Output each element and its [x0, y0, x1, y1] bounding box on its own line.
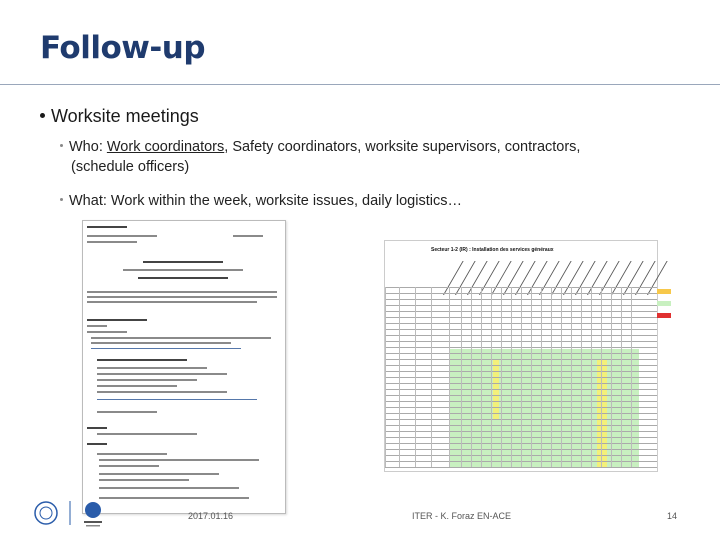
- grid-col-line: [501, 287, 502, 467]
- grid-col-line: [431, 287, 432, 467]
- grid-col-line: [531, 287, 532, 467]
- grid-col-line: [521, 287, 522, 467]
- grid-col-line: [385, 287, 386, 467]
- grid-row-line: [385, 467, 657, 468]
- planning-sheet-thumbnail: [384, 240, 658, 472]
- sheet-header: Secteur 1-2 (IR) : Installation des services généraux: [431, 247, 554, 253]
- grid-col-line: [511, 287, 512, 467]
- who-line2: (schedule officers): [71, 159, 190, 175]
- grid-col-line: [611, 287, 612, 467]
- grid-col-line: [471, 287, 472, 467]
- sheet-grid: [385, 287, 657, 467]
- title-divider: [0, 84, 720, 85]
- grid-col-line: [621, 287, 622, 467]
- grid-col-line: [481, 287, 482, 467]
- bullet-text: Worksite meetings: [51, 106, 199, 126]
- grid-col-line: [551, 287, 552, 467]
- grid-col-line: [631, 287, 632, 467]
- cern-logo: [32, 498, 72, 528]
- bullet-worksite-meetings: [40, 106, 199, 127]
- grid-col-line: [581, 287, 582, 467]
- grid-col-line: [591, 287, 592, 467]
- meeting-minutes-thumbnail: [82, 220, 286, 514]
- sub-bullet-what: [60, 191, 680, 211]
- grid-col-line: [415, 287, 416, 467]
- grid-col-line: [461, 287, 462, 467]
- grid-col-line: [601, 287, 602, 467]
- university-logo: [82, 500, 104, 528]
- bullet-dot: [60, 198, 63, 201]
- footer-page-number: 14: [667, 511, 678, 521]
- grid-col-line: [541, 287, 542, 467]
- bullet-dot: [60, 144, 63, 147]
- grid-col-line: [449, 287, 450, 467]
- bullet-dot: [40, 113, 45, 118]
- footer-date: 2017.01.16: [188, 511, 234, 521]
- grid-col-line: [491, 287, 492, 467]
- who-prefix: Who:: [69, 139, 107, 155]
- who-underlined: Work coordinators: [106, 139, 225, 155]
- who-rest: , Safety coordinators, worksite supervisors, contractors,: [224, 139, 581, 155]
- footer-author: ITER - K. Foraz EN-ACE: [412, 511, 512, 521]
- grid-col-line: [399, 287, 400, 467]
- what-text: What: Work within the week, worksite issues, daily logistics…: [69, 193, 462, 209]
- sub-bullet-who: [60, 137, 680, 177]
- grid-col-line: [561, 287, 562, 467]
- grid-col-line: [571, 287, 572, 467]
- slide-title: Follow-up: [40, 30, 206, 66]
